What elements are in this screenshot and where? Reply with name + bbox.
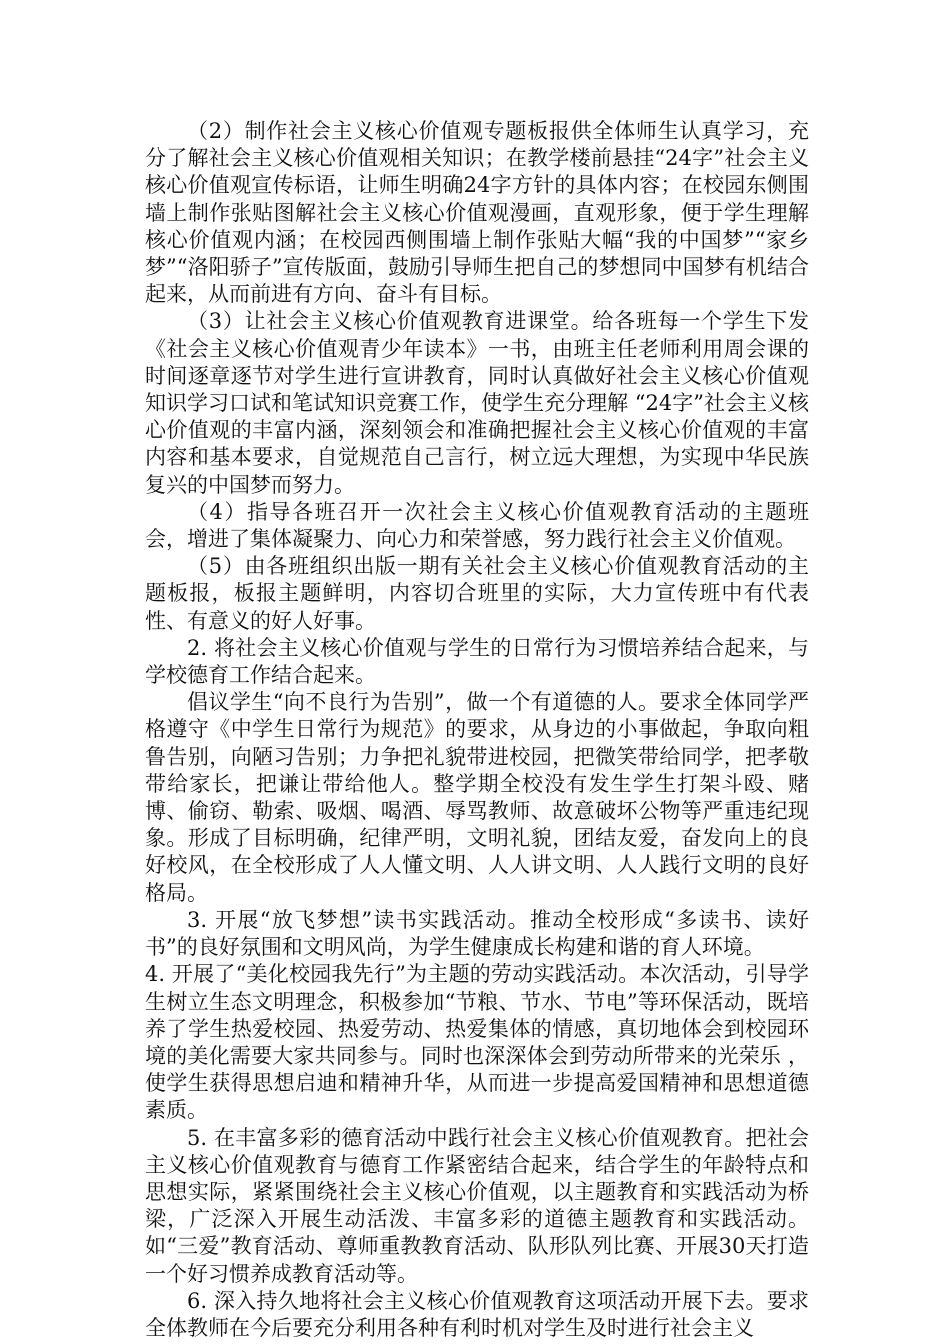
paragraph-5-class-board: （5）由各班组织出版一期有关社会主义核心价值观教育活动的主题板报，板报主题鲜明，内容切合班里的实际，大力宣传班中有代表性、有意义的好人好事。 <box>145 554 809 633</box>
paragraph-item-6-continue: 6. 深入持久地将社会主义核心价值观教育这项活动开展下去。要求全体教师在今后要充分利用各种有利时机对学生及时进行社会主义 <box>145 1288 809 1340</box>
paragraph-item-4-labor: 4. 开展了“美化校园我先行”为主题的劳动实践活动。本次活动，引导学生树立生态文明理念，积极参加“节粮、节水、节电”等环保活动，既培养了学生热爱校园、热爱劳动、热爱集体的情感，真切地体会到校园环境的美化需要大家共同参与。同时也深深体会到劳动所带来的光荣乐 ，使学生获得思想启迪和精神升华，从而进一步提高爱国精神和思想道德素质。 <box>145 962 809 1123</box>
paragraph-farewell-bad-behavior: 倡议学生“向不良行为告别”，做一个有道德的人。要求全体同学严格遵守《中学生日常行为规范》的要求，从身边的小事做起，争取向粗鲁告别，向陋习告别；力争把礼貌带进校园，把微笑带给同学，把孝敬带给家长，把谦让带给他人。整学期全校没有发生学生打架斗殴、赌博、偷窃、勒索、吸烟、喝酒、辱骂教师、故意破坏公物等严重违纪现象。形成了目标明确，纪律严明，文明礼貌，团结友爱，奋发向上的良好校风，在全校形成了人人懂文明、人人讲文明、人人践行文明的良好格局。 <box>145 690 809 905</box>
paragraph-2-bulletin-board: （2）制作社会主义核心价值观专题板报供全体师生认真学习，充分了解社会主义核心价值观相关知识；在教学楼前悬挂“24字”社会主义核心价值观宣传标语，让师生明确24字方针的具体内容；在校园东侧围墙上制作张贴图解社会主义核心价值观漫画，直观形象，便于学生理解核心价值观内涵；在校园西侧围墙上制作张贴大幅“我的中国梦”“家乡梦”“洛阳骄子”宣传版面，鼓励引导师生把自己的梦想同中国梦有机结合起来，从而前进有方向、奋斗有目标。 <box>145 119 809 307</box>
paragraph-3-classroom-education: （3）让社会主义核心价值观教育进课堂。给各班每一个学生下发《社会主义核心价值观青少年读本》一书，由班主任老师利用周会课的时间逐章逐节对学生进行宣讲教育，同时认真做好社会主义核心价值观知识学习口试和笔试知识竞赛工作，使学生充分理解 “24字”社会主义核心价值观的丰富内涵，深刻领会和准确把握社会主义核心价值观的丰富内容和基本要求，自觉规范自己言行，树立远大理想，为实现中华民族复兴的中国梦而努力。 <box>145 309 809 497</box>
document-body <box>145 118 809 1342</box>
paragraph-4-class-meeting: （4）指导各班召开一次社会主义核心价值观教育活动的主题班会，增进了集体凝聚力、向心力和荣誉感，努力践行社会主义价值观。 <box>145 499 809 552</box>
paragraph-item-3-reading: 3. 开展“放飞梦想”读书实践活动。推动全校形成“多读书、读好书”的良好氛围和文明风尚，为学生健康成长构建和谐的育人环境。 <box>145 907 809 960</box>
paragraph-item-2-daily-behavior: 2. 将社会主义核心价值观与学生的日常行为习惯培养结合起来，与学校德育工作结合起来。 <box>145 635 809 688</box>
paragraph-item-5-moral-activities: 5. 在丰富多彩的德育活动中践行社会主义核心价值观教育。把社会主义核心价值观教育与德育工作紧密结合起来，结合学生的年龄特点和思想实际，紧紧围绕社会主义核心价值观，以主题教育和实践活动为桥梁，广泛深入开展生动活泼、丰富多彩的道德主题教育和实践活动。如“三爱”教育活动、尊师重教教育活动、队形队列比赛、开展30天打造一个好习惯养成教育活动等。 <box>145 1125 809 1286</box>
